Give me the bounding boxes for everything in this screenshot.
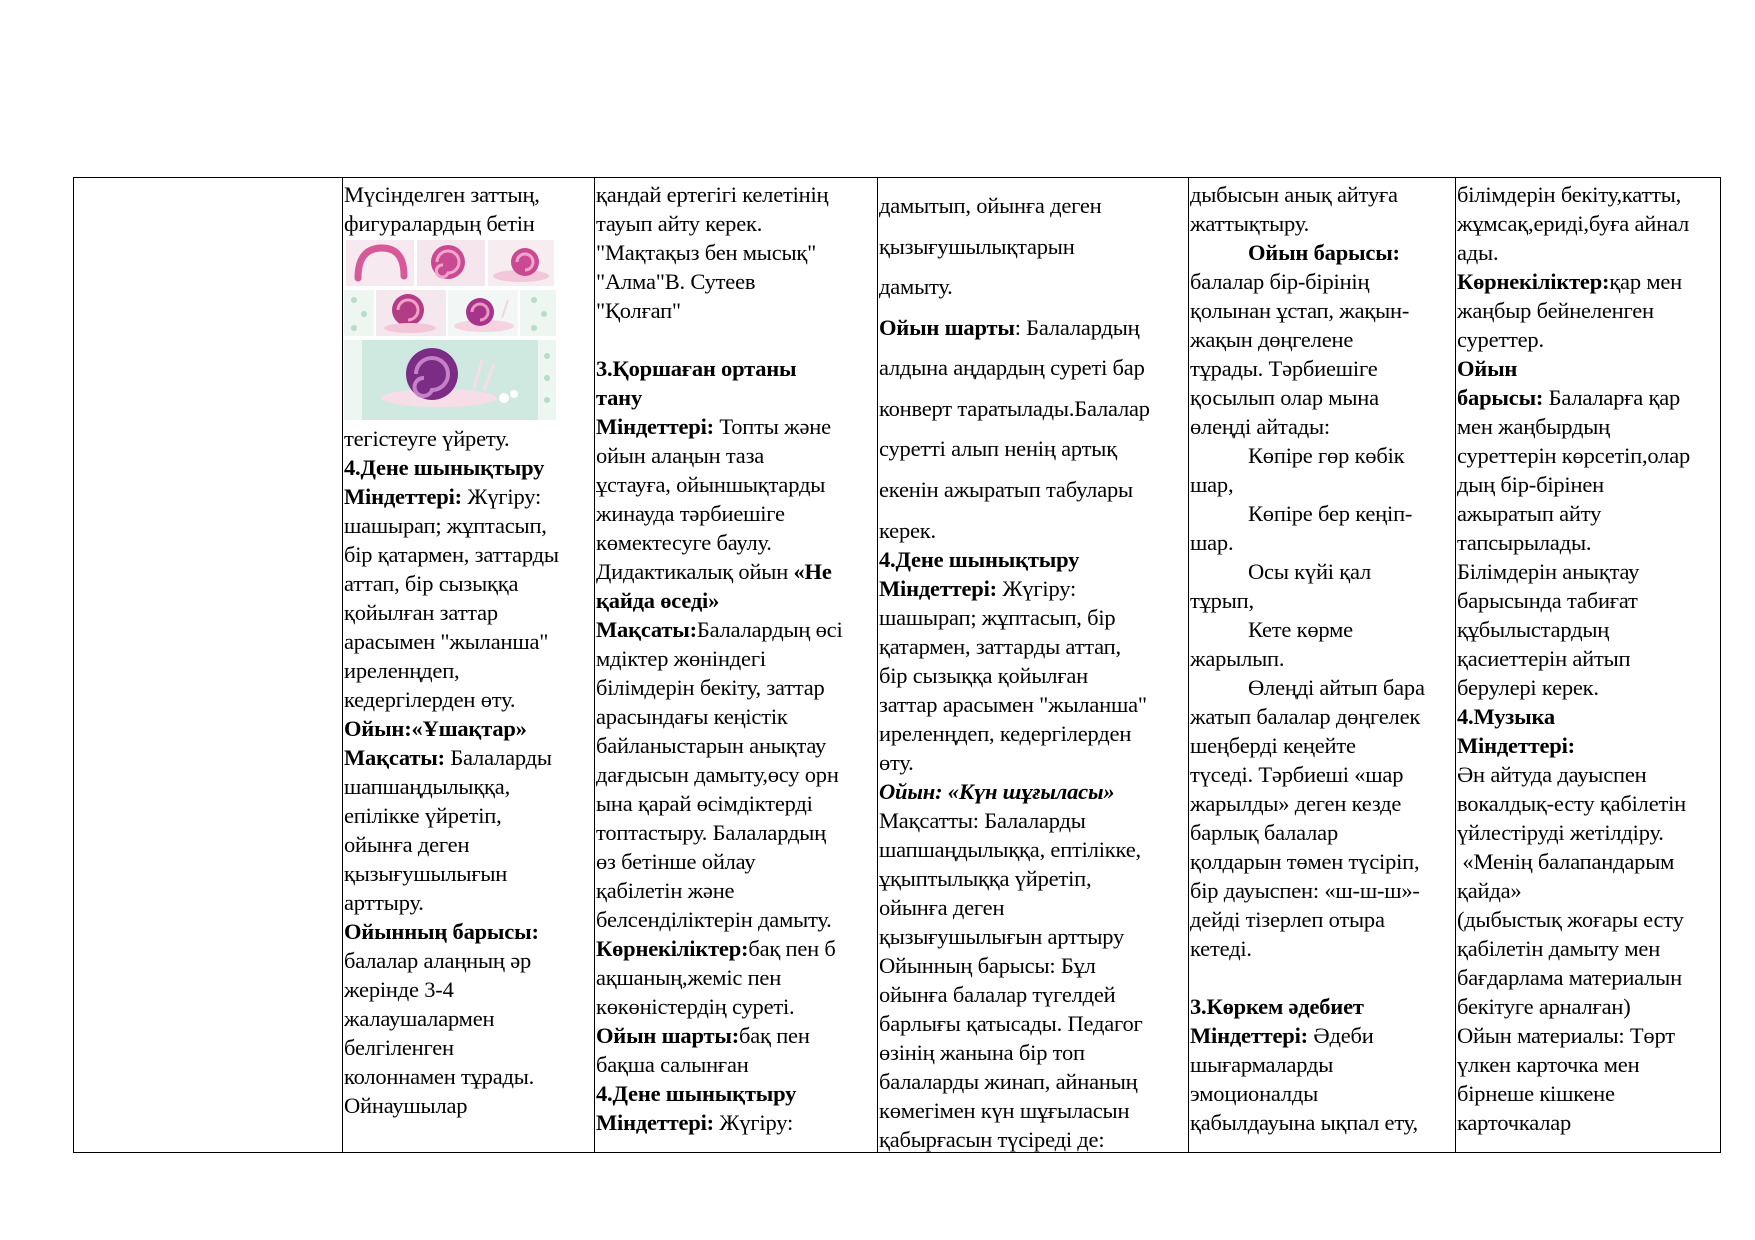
text-line: өту. bbox=[879, 750, 914, 775]
text-line: ақшаның,жеміс пен bbox=[596, 965, 782, 990]
text-line: бір қатармен, заттарды bbox=[344, 542, 559, 567]
text-line: барысы: Балаларға қар bbox=[1457, 385, 1681, 410]
text-line: шапшаңдылыққа, bbox=[344, 774, 510, 799]
text-line: кетеді. bbox=[1190, 936, 1252, 961]
text-line: дыбысын анық айтуға bbox=[1190, 182, 1398, 207]
text-line: Міндеттері: bbox=[1457, 733, 1575, 758]
text-line: қатармен, заттарды аттап, bbox=[879, 634, 1121, 659]
text-line: үйлестіруді жетілдіру. bbox=[1457, 820, 1664, 845]
text-line: шапшаңдылыққа, ептілікке, bbox=[879, 837, 1141, 862]
text-line: Міндеттері: Жүгіру: bbox=[344, 484, 542, 509]
text-line: Ән айтуда дауыспен bbox=[1457, 762, 1647, 787]
schedule-table bbox=[73, 177, 1721, 1153]
game-title: Ойын:«Ұшақтар» bbox=[344, 716, 527, 741]
text-line: Ойынның барысы: Бұл bbox=[879, 953, 1096, 978]
text-line: заттар арасымен "жыланша" bbox=[879, 692, 1147, 717]
text-line: дағдысын дамыту,өсу орн bbox=[596, 762, 839, 787]
text-line: керек. bbox=[879, 518, 936, 543]
text-line: ойынға деген bbox=[879, 895, 1005, 920]
text-line: Мақсатты: Балаларды bbox=[879, 808, 1086, 833]
text-line: қайда» bbox=[1457, 878, 1522, 903]
text-line: көкөністердің суреті. bbox=[596, 994, 795, 1019]
text-line: карточкалар bbox=[1457, 1110, 1572, 1135]
text-line: жалаушалармен bbox=[344, 1006, 495, 1031]
section-heading: 3.Көркем әдебиет bbox=[1190, 994, 1364, 1019]
text-line: шеңберді кеңейте bbox=[1190, 733, 1356, 758]
text-line: жұмсақ,ериді,буға айнал bbox=[1457, 211, 1690, 236]
text-line: балаларды жинап, айнаның bbox=[879, 1069, 1138, 1094]
text-line: иреленңдеп, bbox=[344, 658, 460, 683]
text-line: ойын алаңын таза bbox=[596, 443, 765, 468]
text-line: ұқыптылыққа үйретіп, bbox=[879, 866, 1092, 891]
table-column-5 bbox=[1188, 178, 1455, 1152]
text-line: қабылдауына ықпал ету, bbox=[1190, 1110, 1418, 1135]
text-line: бекітуге арналған) bbox=[1457, 994, 1631, 1019]
text-line: қолдарын төмен түсіріп, bbox=[1190, 849, 1420, 874]
text-line: ұстауға, ойыншықтарды bbox=[596, 472, 826, 497]
section-heading: 4.Дене шынықтыру bbox=[596, 1081, 797, 1106]
section-heading: тану bbox=[596, 385, 642, 410]
text-line: конверт таратылады.Балалар bbox=[879, 395, 1150, 421]
text-line: Өлеңді айтып бара bbox=[1248, 675, 1425, 700]
text-line: Ойын шарты:бақ пен bbox=[596, 1023, 810, 1048]
snail-modeling-picture bbox=[344, 238, 556, 421]
process-heading: Ойын барысы: bbox=[1248, 240, 1400, 265]
text-line: берулері керек. bbox=[1457, 675, 1599, 700]
text-line: Дидактикалық ойын «Не bbox=[596, 559, 832, 584]
text-line: ойынға деген bbox=[344, 832, 470, 857]
section-heading: 3.Қоршаған ортаны bbox=[596, 356, 797, 381]
section-heading: 4.Дене шынықтыру bbox=[879, 547, 1080, 572]
text-line: ына қарай өсімдіктерді bbox=[596, 791, 813, 816]
text-line: Мүсінделген заттың, bbox=[344, 182, 540, 207]
text-line: бірнеше кішкене bbox=[1457, 1081, 1615, 1106]
text-line: жатып балалар дөңгелек bbox=[1190, 704, 1421, 729]
text-line: бақша салынған bbox=[596, 1052, 749, 1077]
text-line: Білімдерін анықтау bbox=[1457, 559, 1640, 584]
text-line: Ойын шарты: Балалардың bbox=[879, 314, 1140, 340]
text-line: қабілетін және bbox=[596, 878, 735, 903]
game-title: қайда өседі» bbox=[596, 588, 720, 613]
text-line: Көрнекіліктер:қар мен bbox=[1457, 269, 1682, 294]
table-column-empty bbox=[74, 178, 342, 1152]
process-heading: Ойынның барысы: bbox=[344, 919, 539, 944]
text-line: көмегімен күн шұғыласын bbox=[879, 1098, 1130, 1123]
text-line: екенін ажыратып табулары bbox=[879, 476, 1133, 502]
text-line: дамыту. bbox=[879, 274, 953, 299]
text-line: Мақсаты: Балаларды bbox=[344, 745, 552, 770]
poem-line: жарылып. bbox=[1190, 646, 1285, 671]
section-heading: 4.Дене шынықтыру bbox=[344, 455, 545, 480]
text-line: өзінің жанына бір топ bbox=[879, 1040, 1085, 1065]
cell-text bbox=[1189, 178, 1455, 1137]
poem-line: шар. bbox=[1190, 530, 1234, 555]
text-line: дың бір-бірінен bbox=[1457, 472, 1604, 497]
poem-line: шар, bbox=[1190, 472, 1234, 497]
text-line: эмоционалды bbox=[1190, 1081, 1319, 1106]
text-line: Міндеттері: Жүгіру: bbox=[879, 576, 1077, 601]
text-line: өлеңді айтады: bbox=[1190, 414, 1330, 439]
text-line: жақын дөңгелене bbox=[1190, 327, 1354, 352]
cell-text bbox=[1456, 178, 1720, 1137]
text-line: дейді тізерлеп отыра bbox=[1190, 907, 1385, 932]
text-line: бір сызыққа қойылған bbox=[879, 663, 1088, 688]
poem-line: тұрып, bbox=[1190, 588, 1254, 613]
text-line: дамытып, ойынға деген bbox=[879, 193, 1102, 218]
text-line: кедергілерден өту. bbox=[344, 687, 516, 712]
text-line: Міндеттері: Әдеби bbox=[1190, 1023, 1374, 1048]
cell-text bbox=[878, 178, 1188, 1152]
section-heading: 4.Музыка bbox=[1457, 704, 1555, 729]
text-line: Міндеттері: Топты және bbox=[596, 414, 831, 439]
text-line: байланыстарын анықтау bbox=[596, 733, 827, 758]
table-column-3 bbox=[594, 178, 877, 1152]
text-line: білімдерін бекіту, заттар bbox=[596, 675, 825, 700]
text-line: тауып айту керек. bbox=[596, 211, 763, 236]
game-title: Ойын: «Күн шұғыласы» bbox=[879, 779, 1115, 804]
text-line: белгіленген bbox=[344, 1035, 454, 1060]
poem-line: Осы күйі қал bbox=[1248, 559, 1372, 584]
text-line: Көрнекіліктер:бақ пен б bbox=[596, 936, 836, 961]
text-line: шығармаларды bbox=[1190, 1052, 1334, 1077]
text-line: топтастыру. Балалардың bbox=[596, 820, 826, 845]
text-line: өз бетінше ойлау bbox=[596, 849, 756, 874]
text-line: шашырап; жұптасып, bbox=[344, 513, 547, 538]
text-line: Ойнаушылар bbox=[344, 1093, 468, 1118]
text-line: қызығушылығын арттыру bbox=[879, 924, 1125, 949]
text-line: аттап, бір сызыққа bbox=[344, 571, 519, 596]
text-line: мен жаңбырдың bbox=[1457, 414, 1610, 439]
text-line: "Мақтақыз бен мысық" bbox=[596, 240, 817, 265]
text-line: түседі. Тәрбиеші «шар bbox=[1190, 762, 1404, 787]
text-line: епілікке үйретіп, bbox=[344, 803, 502, 828]
text-line: Ойын материалы: Төрт bbox=[1457, 1023, 1675, 1048]
process-heading: Ойын bbox=[1457, 356, 1518, 381]
text-line: балалар алаңның әр bbox=[344, 948, 532, 973]
text-line: қандай ертегігі келетінің bbox=[596, 182, 829, 207]
text-line: ажыратып айту bbox=[1457, 501, 1602, 526]
text-line: қосылып олар мына bbox=[1190, 385, 1379, 410]
text-line: білімдерін бекіту,катты, bbox=[1457, 182, 1682, 207]
text-line: жаттықтыру. bbox=[1190, 211, 1309, 236]
text-line: вокалдық-есту қабілетін bbox=[1457, 791, 1687, 816]
text-line: ады. bbox=[1457, 240, 1499, 265]
text-line: жинауда тәрбиешіге bbox=[596, 501, 785, 526]
text-line: жаңбыр бейнеленген bbox=[1457, 298, 1654, 323]
text-line: жарылды» деген кезде bbox=[1190, 791, 1402, 816]
text-line: тұрады. Тәрбиешіге bbox=[1190, 356, 1378, 381]
text-line: мдіктер жөніндегі bbox=[596, 646, 766, 671]
text-line: қасиеттерін айтып bbox=[1457, 646, 1631, 671]
text-line: балалар бір-бірінің bbox=[1190, 269, 1370, 294]
text-line: барысында табиғат bbox=[1457, 588, 1638, 613]
text-line: иреленңдеп, кедергілерден bbox=[879, 721, 1132, 746]
poem-line: Кете көрме bbox=[1248, 617, 1353, 642]
text-line: қолынан ұстап, жақын- bbox=[1190, 298, 1410, 323]
text-line: Мақсаты:Балалардың өсі bbox=[596, 617, 843, 642]
table-column-6 bbox=[1455, 178, 1720, 1152]
text-line: ойынға балалар түгелдей bbox=[879, 982, 1116, 1007]
text-line: қабырғасын түсіреді де: bbox=[879, 1127, 1105, 1152]
text-line: барлық балалар bbox=[1190, 820, 1338, 845]
text-line: бір дауыспен: «ш-ш-ш»- bbox=[1190, 878, 1420, 903]
text-line: тапсырылады. bbox=[1457, 530, 1592, 555]
text-line: арасымен "жыланша" bbox=[344, 629, 549, 654]
poem-line: Көпіре бер кеңіп- bbox=[1248, 501, 1413, 526]
text-line: шашырап; жұптасып, бір bbox=[879, 605, 1116, 630]
text-line: арасындағы кеңістік bbox=[596, 704, 788, 729]
text-line: қызығушылықтарын bbox=[879, 233, 1075, 259]
text-line: үлкен карточка мен bbox=[1457, 1052, 1640, 1077]
text-line: тегістеуге үйрету. bbox=[344, 426, 510, 451]
table-column-4 bbox=[877, 178, 1188, 1152]
text-line: суреттерін көрсетіп,олар bbox=[1457, 443, 1691, 468]
text-line: «Менің балапандарым bbox=[1457, 849, 1675, 874]
poem-line: Көпіре гөр көбік bbox=[1248, 443, 1405, 468]
text-line: қойылған заттар bbox=[344, 600, 498, 625]
text-line: (дыбыстық жоғары есту bbox=[1457, 907, 1684, 932]
text-line: көмектесуге баулу. bbox=[596, 530, 772, 555]
text-line: "Қолғап" bbox=[596, 298, 681, 323]
text-line: жерінде 3-4 bbox=[344, 977, 454, 1002]
text-line: "Алма"В. Сутеев bbox=[596, 269, 756, 294]
text-line: Міндеттері: Жүгіру: bbox=[596, 1110, 794, 1135]
text-line: арттыру. bbox=[344, 890, 424, 915]
text-line: қабілетін дамыту мен bbox=[1457, 936, 1661, 961]
cell-text bbox=[595, 178, 877, 1137]
text-line: суреттер. bbox=[1457, 327, 1544, 352]
text-line: алдына аңдардың суреті бар bbox=[879, 355, 1145, 380]
text-line: бағдарлама материалын bbox=[1457, 965, 1682, 990]
text-line: құбылыстардың bbox=[1457, 617, 1610, 642]
text-line: колоннамен тұрады. bbox=[344, 1064, 535, 1089]
cell-text bbox=[343, 178, 594, 1120]
text-line: қызығушылығын bbox=[344, 861, 508, 886]
text-line: фигуралардың бетін bbox=[344, 211, 535, 236]
text-line: барлығы қатысады. Педагог bbox=[879, 1011, 1143, 1036]
text-line: суретті алып ненің артық bbox=[879, 436, 1117, 461]
text-line: белсенділіктерін дамыту. bbox=[596, 907, 832, 932]
table-column-2 bbox=[342, 178, 594, 1152]
